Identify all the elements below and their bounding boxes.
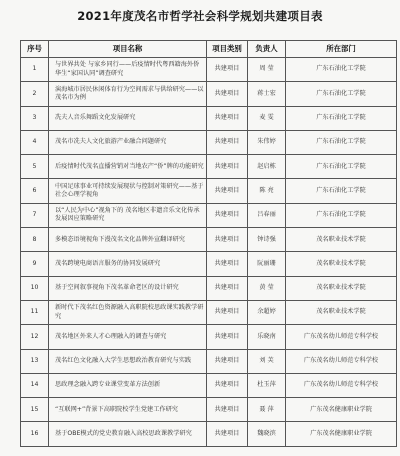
table-header-row [21, 41, 397, 58]
cell-index: 11 [21, 300, 49, 324]
table-row [21, 300, 397, 324]
cell-project-name: 茂名地区外来人才心理融入的调查与研究 [49, 325, 207, 349]
table-row [21, 422, 397, 446]
cell-project-name: 演海城市居民休闲体育行为空间需求与供给研究——以茂名市为例 [49, 82, 207, 106]
cell-index: 14 [21, 373, 49, 397]
header-project-name: 项目名称 [49, 41, 207, 58]
cell-project-type: 共建项目 [207, 203, 248, 227]
cell-index: 15 [21, 398, 49, 422]
cell-project-name: 冼夫人音乐舞蹈文化发展研究 [49, 106, 207, 130]
cell-project-name: 以“人民为中心”视角下的 茂名地区非遗音乐文化传承发展因应策略研究 [49, 203, 207, 227]
table-row [21, 398, 397, 422]
cell-leader: 赵启栋 [248, 155, 286, 179]
cell-index: 4 [21, 130, 49, 154]
cell-leader: 魏晓滨 [248, 422, 286, 446]
header-index: 序号 [21, 41, 49, 58]
cell-leader: 钟诗强 [248, 228, 286, 252]
cell-project-name: 茂名市冼夫人文化旅游产业融合问题研究 [49, 130, 207, 154]
cell-department: 广东石油化工学院 [286, 106, 397, 130]
document-title: 2021年度茂名市哲学社会科学规划共建项目表 [77, 9, 323, 23]
table-row [21, 155, 397, 179]
table-body [21, 58, 397, 447]
cell-index: 8 [21, 228, 49, 252]
cell-project-type: 共建项目 [207, 276, 248, 300]
header-leader: 负责人 [248, 41, 286, 58]
table-row [21, 325, 397, 349]
header-department: 所在部门 [286, 41, 397, 58]
cell-index: 5 [21, 155, 49, 179]
cell-department: 广东茂名幼儿师范专科学校 [286, 325, 397, 349]
cell-leader: 蒋士宏 [248, 82, 286, 106]
cell-project-name: 新时代下茂名红色资源融入高职院校思政课实践教学研究 [49, 300, 207, 324]
cell-department: 广东茂名幼儿师范专科学校 [286, 349, 397, 373]
cell-index: 12 [21, 325, 49, 349]
cell-department: 广东茂名健康职业学院 [286, 398, 397, 422]
cell-index: 2 [21, 82, 49, 106]
cell-leader: 余超婷 [248, 300, 286, 324]
cell-project-name: 后疫情时代茂名直播营销对当地农产“侨”牌的功能研究 [49, 155, 207, 179]
cell-department: 茂名职业技术学院 [286, 276, 397, 300]
cell-project-name: 茂名红色文化融入大学生思想政治教育研究与实践 [49, 349, 207, 373]
cell-index: 3 [21, 106, 49, 130]
cell-department: 茂名职业技术学院 [286, 228, 397, 252]
cell-project-type: 共建项目 [207, 58, 248, 82]
cell-index: 7 [21, 203, 49, 227]
cell-project-type: 共建项目 [207, 422, 248, 446]
cell-department: 广东石油化工学院 [286, 179, 397, 203]
cell-department: 广东石油化工学院 [286, 130, 397, 154]
table-row [21, 58, 397, 82]
cell-project-type: 共建项目 [207, 155, 248, 179]
cell-department: 广东石油化工学院 [286, 155, 397, 179]
table-row [21, 373, 397, 397]
cell-leader: 乐晓南 [248, 325, 286, 349]
cell-department: 广东石油化工学院 [286, 58, 397, 82]
cell-leader: 周 莹 [248, 58, 286, 82]
cell-project-type: 共建项目 [207, 106, 248, 130]
cell-leader: 聂 萍 [248, 398, 286, 422]
cell-project-name: 基于OBE模式的党史教育融入高校思政课教学研究 [49, 422, 207, 446]
cell-leader: 吕春丽 [248, 203, 286, 227]
cell-leader: 黄 莹 [248, 276, 286, 300]
cell-project-type: 共建项目 [207, 300, 248, 324]
cell-index: 16 [21, 422, 49, 446]
cell-project-name: 基于空间叙事视角下茂名革命老区的设计研究 [49, 276, 207, 300]
cell-index: 1 [21, 58, 49, 82]
cell-project-name: 茂名跨境电商语言服务的协同发展研究 [49, 252, 207, 276]
cell-leader: 麦 雯 [248, 106, 286, 130]
cell-project-type: 共建项目 [207, 82, 248, 106]
table-row [21, 179, 397, 203]
cell-project-type: 共建项目 [207, 349, 248, 373]
cell-leader: 阮丽珊 [248, 252, 286, 276]
table-row [21, 106, 397, 130]
cell-leader: 杜玉萍 [248, 373, 286, 397]
cell-project-type: 共建项目 [207, 325, 248, 349]
cell-project-name: 与世界共处 与家乡同行——后疫情时代粤西籍海外侨华生“家国认同”调查研究 [49, 58, 207, 82]
cell-index: 10 [21, 276, 49, 300]
cell-project-name: 多模态语境视角下漫茂名文化品牌外宣翻译研究 [49, 228, 207, 252]
cell-project-type: 共建项目 [207, 228, 248, 252]
table-row [21, 203, 397, 227]
cell-project-type: 共建项目 [207, 373, 248, 397]
cell-leader: 陈 亮 [248, 179, 286, 203]
table-row [21, 252, 397, 276]
cell-department: 广东茂名幼儿师范专科学校 [286, 373, 397, 397]
cell-project-type: 共建项目 [207, 179, 248, 203]
cell-index: 13 [21, 349, 49, 373]
cell-project-type: 共建项目 [207, 398, 248, 422]
header-project-type: 项目类别 [207, 41, 248, 58]
cell-project-name: “互联网+”背景下高职院校学生党建工作研究 [49, 398, 207, 422]
cell-project-name: 中国足球事业可持续发展现状与控制对策研究——基于社会心理学视角 [49, 179, 207, 203]
table-row [21, 228, 397, 252]
cell-project-name: 思政理念融入跨专业课堂变革方法创新 [49, 373, 207, 397]
cell-leader: 刘 芙 [248, 349, 286, 373]
table-row [21, 276, 397, 300]
cell-project-type: 共建项目 [207, 130, 248, 154]
cell-index: 6 [21, 179, 49, 203]
cell-department: 广东茂名健康职业学院 [286, 422, 397, 446]
cell-department: 茂名职业技术学院 [286, 300, 397, 324]
cell-leader: 朱伟婷 [248, 130, 286, 154]
cell-department: 广东石油化工学院 [286, 82, 397, 106]
table-row [21, 349, 397, 373]
cell-department: 广东石油化工学院 [286, 203, 397, 227]
cell-index: 9 [21, 252, 49, 276]
cell-department: 茂名职业技术学院 [286, 252, 397, 276]
project-table [20, 40, 397, 447]
table-row [21, 130, 397, 154]
table-row [21, 82, 397, 106]
cell-project-type: 共建项目 [207, 252, 248, 276]
